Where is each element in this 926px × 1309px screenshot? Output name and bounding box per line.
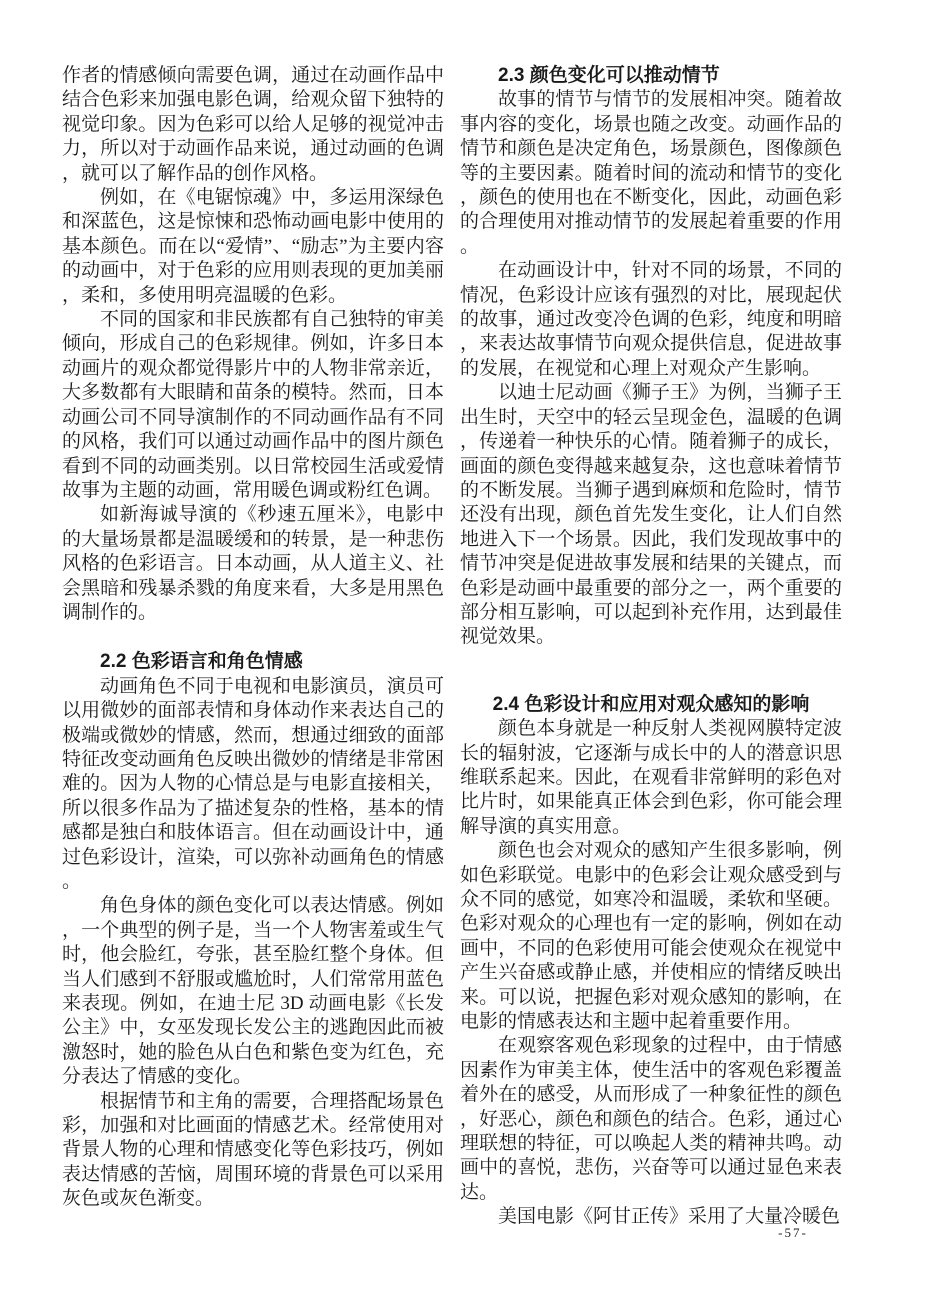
body-paragraph: 作者的情感倾向需要色调，通过在动画作品中结合色彩来加强电影色调，给观众留下独特的视觉印象。因为色彩可以给人足够的视觉冲击力，所以对于动画作品来说，通过动画的色调，就可以了解作品的创作风格。 — [62, 65, 444, 184]
page-number: -57- — [778, 1225, 808, 1240]
body-paragraph: 以迪士尼动画《狮子王》为例，当狮子王出生时，天空中的轻云呈现金色，温暖的色调，传递着一种快乐的心情。随着狮子的成长，画面的颜色变得越来越复杂，这也意味着情节的不断发展。当狮子遇到麻烦和危险时，情节还没有出现，颜色首先发生变化，让人们自然地进入下一个场景。因此，我们发现故事中的情节冲突是促进故事发展和结果的关键点，而色彩是动画中最重要的部分之一，两个重要的部分相互影响，可以起到补充作用，达到最佳视觉效果。 — [460, 382, 842, 648]
left-column — [62, 64, 444, 1212]
body-paragraph: 美国电影《阿甘正传》采用了大量冷暖色 — [498, 1206, 841, 1228]
body-paragraph: 不同的国家和非民族都有自己独特的审美倾向，形成自己的色彩规律。例如，许多日本动画片的观众都觉得影片中的人物非常亲近，大多数都有大眼睛和苗条的模特。然而，日本动画公司不同导演制作的不同动画作品有不同的风格，我们可以通过动画作品中的图片颜色看到不同的动画类别。以日常校园生活或爱情故事为主题的动画，常用暖色调或粉红色调。 — [62, 309, 444, 501]
section-heading-2-2: 2.2 色彩语言和角色情感 — [100, 651, 303, 673]
body-paragraph: 例如，在《电锯惊魂》中，多运用深绿色和深蓝色，这是惊悚和恐怖动画电影中使用的基本颜色。而在以“爱情”、“励志”为主要内容的动画中，对于色彩的应用则表现的更加美丽，柔和，多使用明亮温暖的色彩。 — [62, 187, 444, 306]
body-paragraph: 颜色本身就是一种反射人类视网膜特定波长的辐射波，它逐渐与成长中的人的潜意识思维联系起来。因此，在观看非常鲜明的彩色对比片时，如果能真正体会到色彩，你可能会理解导演的真实用意。 — [460, 718, 842, 837]
section-heading-2-3: 2.3 颜色变化可以推动情节 — [498, 65, 720, 86]
body-paragraph: 故事的情节与情节的发展相冲突。随着故事内容的变化，场景也随之改变。动画作品的情节和颜色是决定角色，场景颜色，图像颜色等的主要因素。随着时间的流动和情节的变化，颜色的使用也在不断变化，因此，动画色彩的合理使用对推动情节的发展起着重要的作用。 — [460, 89, 842, 257]
body-paragraph: 角色身体的颜色变化可以表达情感。例如，一个典型的例子是，当一个人物害羞或生气时，他会脸红，夸张，甚至脸红整个身体。但当人们感到不舒服或尴尬时，人们常常用蓝色来表现。例如，在迪士尼 3D 动画电影《长发公主》中，女巫发现长发公主的逃跑因此而被激怒时，她的脸色从白色和紫色变为红色，充分表达了情感的变化。 — [62, 895, 444, 1088]
body-paragraph: 颜色也会对观众的感知产生很多影响，例如色彩联觉。电影中的色彩会让观众感受到与众不同的感觉，如寒冷和温暖，柔软和坚硬。色彩对观众的心理也有一定的影响，例如在动画中，不同的色彩使用可能会使观众在视觉中产生兴奋感或静止感，并使相应的情绪反映出来。可以说，把握色彩对观众感知的影响，在电影的情感表达和主题中起着重要作用。 — [460, 840, 842, 1033]
body-paragraph: 动画角色不同于电视和电影演员，演员可以用微妙的面部表情和身体动作来表达自己的极端或微妙的情感，然而，想通过细致的面部特征改变动画角色反映出微妙的情绪是非常困难的。因为人物的心情总是与电影直接相关，所以很多作品为了描述复杂的性格，基本的情感都是独白和肢体语言。但在动画设计中，通过色彩设计，渲染，可以弥补动画角色的情感。 — [62, 675, 444, 892]
body-paragraph: 在动画设计中，针对不同的场景，不同的情况，色彩设计应该有强烈的对比，展现起伏的故事，通过改变冷色调的色彩，纯度和明暗，来表达故事情节向观众提供信息，促进故事的发展，在视觉和心理上对观众产生影响。 — [460, 260, 842, 379]
body-paragraph: 如新海诚导演的《秒速五厘米》，电影中的大量场景都是温暖缓和的转景，是一种悲伤风格的色彩语言。日本动画，从人道主义、社会黑暗和残暴杀戮的角度来看，大多是用黑色调制作的。 — [62, 504, 444, 623]
section-heading-2-4: 2.4 色彩设计和应用对观众感知的影响 — [492, 693, 810, 715]
body-paragraph: 根据情节和主角的需要，合理搭配场景色彩，加强和对比画面的情感艺术。经常使用对背景人物的心理和情感变化等色彩技巧，例如表达情感的苦恼，周围环境的背景色可以采用灰色或灰色渐变。 — [62, 1090, 444, 1210]
right-column — [460, 64, 842, 1230]
body-paragraph: 在观察客观色彩现象的过程中，由于情感因素作为审美主体，使生活中的客观色彩覆盖着外在的感受，从而形成了一种象征性的颜色，好恶心，颜色和颜色的结合。色彩，通过心理联想的特征，可以唤起人类的精神共鸣。动画中的喜悦，悲伤，兴奋等可以通过显色来表达。 — [460, 1035, 842, 1203]
